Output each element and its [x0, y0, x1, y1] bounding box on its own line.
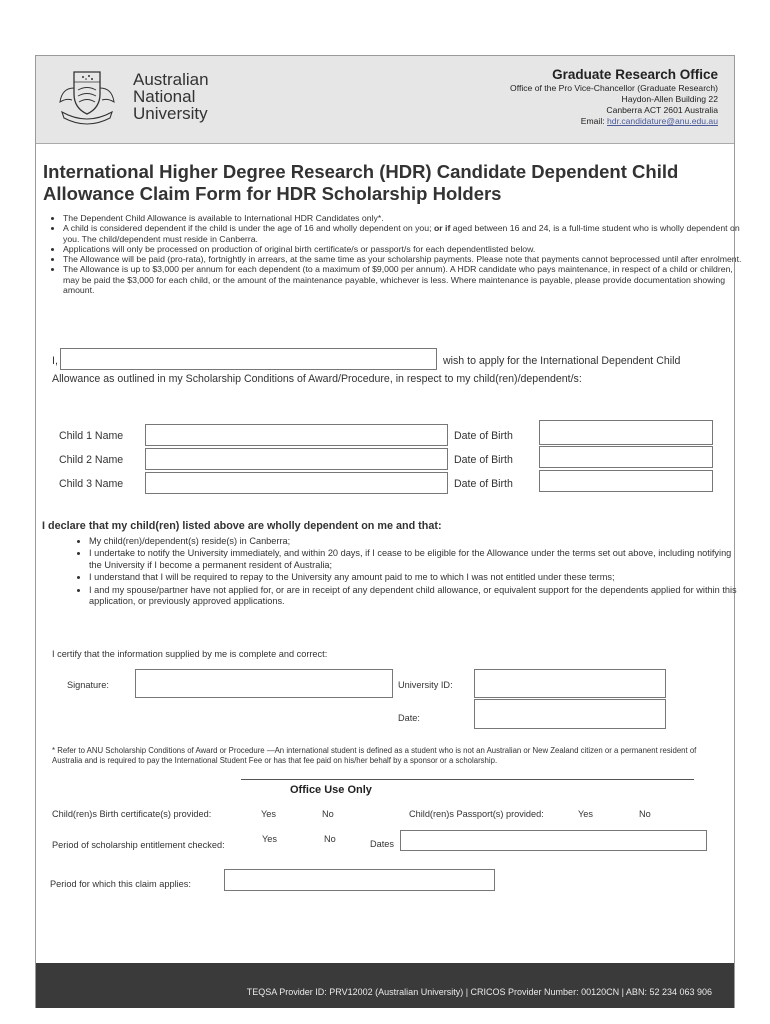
bullet-text: A child is considered dependent if the child is under the age of 16 and wholly dependent on you; — [63, 223, 434, 234]
declaration-heading: I declare that my child(ren) listed above are wholly dependent on me and that: — [42, 520, 442, 532]
claim-period-input[interactable] — [224, 869, 495, 891]
child-2-name-label: Child 2 Name — [59, 454, 124, 466]
apply-line-2: Allowance as outlined in my Scholarship Conditions of Award/Procedure, in respect to my child(ren)/dependent/s: — [52, 373, 582, 385]
applicant-name-input[interactable] — [60, 348, 437, 370]
declaration-item: • I and my spouse/partner have not applied for, or are in receipt of any dependent child allowance, or equivalent support for the dependents applied for within this application, or previously approved applications. — [89, 585, 744, 608]
passport-yes[interactable]: Yes — [578, 809, 593, 819]
date-label: Date: — [398, 713, 420, 723]
declaration-list — [70, 536, 744, 608]
anu-crest-icon — [56, 68, 118, 128]
info-bullet-list — [44, 213, 743, 295]
header-banner — [36, 56, 734, 144]
child-1-dob-label: Date of Birth — [454, 430, 513, 442]
birth-cert-label: Child(ren)s Birth certificate(s) provided: — [52, 809, 212, 819]
passport-no[interactable]: No — [639, 809, 651, 819]
email-label: Email: — [580, 116, 605, 126]
date-input[interactable] — [474, 699, 666, 729]
info-bullet: • The Dependent Child Allowance is available to International HDR Candidates only*. — [63, 213, 743, 223]
child-3-name-label: Child 3 Name — [59, 478, 124, 490]
child-3-dob-label: Date of Birth — [454, 478, 513, 490]
certify-statement: I certify that the information supplied by me is complete and correct: — [52, 649, 328, 659]
period-checked-yes[interactable]: Yes — [262, 834, 277, 844]
office-use-title: Office Use Only — [290, 784, 372, 796]
bullet-text-rest: aged between 16 and 24, is a full-time student who is wholly dependent on you. The child/dependent must reside in Canberra. — [63, 223, 740, 244]
declaration-item: • I undertake to notify the University immediately, and within 20 days, if I cease to be eligible for the Allowance under the terms set out above, including notifying the University if I become a permanent resident of Australia; — [89, 548, 744, 571]
info-bullet: • The Allowance is up to $3,000 per annum for each dependent (to a maximum of $9,000 per annum). A HDR candidate who pays maintenance, in respect of a child or children, may be paid the $3,000 for each child, or the amount of the maintenance payable, whichever is less. Where maintenance is payable, please provide documentation showing amount. — [63, 264, 743, 295]
office-line-2: Haydon-Allen Building 22 — [621, 94, 718, 104]
child-3-dob-input[interactable] — [539, 470, 713, 492]
apply-prefix: I, — [52, 355, 58, 367]
university-name-line-2: National — [133, 87, 196, 106]
office-line-3: Canberra ACT 2601 Australia — [606, 105, 718, 115]
form-title: International Higher Degree Research (HDR) Candidate Dependent Child Allowance Claim Form for HDR Scholarship Holders — [43, 161, 679, 204]
period-checked-label: Period of scholarship entitlement checked: — [52, 840, 225, 850]
period-checked-no[interactable]: No — [324, 834, 336, 844]
child-1-dob-input[interactable] — [539, 420, 713, 445]
university-name-line-1: Australian — [133, 70, 209, 89]
child-3-name-input[interactable] — [145, 472, 448, 494]
signature-input[interactable] — [135, 669, 393, 698]
university-id-label: University ID: — [398, 680, 453, 690]
claim-period-label: Period for which this claim applies: — [50, 879, 191, 889]
footnote: * Refer to ANU Scholarship Conditions of Award or Procedure —An international student is defined as a student who is not an Australian or New Zealand citizen or a permanent resident of Australia and is required to pay the International Student Fee or has that fee paid on his/her behalf by a sponsor or a scholarship. — [52, 746, 697, 765]
office-line-1: Office of the Pro Vice-Chancellor (Graduate Research) — [510, 83, 718, 93]
declaration-item: • I understand that I will be required to repay to the University any amount paid to me to which I was not entitled under these terms; — [89, 572, 744, 583]
office-title: Graduate Research Office — [552, 67, 718, 82]
child-2-name-input[interactable] — [145, 448, 448, 470]
footer-provider-info: TEQSA Provider ID: PRV12002 (Australian University) | CRICOS Provider Number: 00120CN | ABN: 52 234 063 906 — [246, 987, 712, 997]
divider — [241, 779, 694, 780]
office-email-line — [510, 116, 718, 127]
office-address-block — [510, 66, 718, 127]
apply-suffix: wish to apply for the International Dependent Child — [443, 355, 681, 367]
info-bullet — [63, 223, 743, 244]
child-2-dob-input[interactable] — [539, 446, 713, 468]
info-bullet: • Applications will only be processed on production of original birth certificate/s or passport/s for each dependentlisted below. — [63, 244, 743, 254]
form-page — [35, 55, 742, 1008]
university-name-line-3: University — [133, 104, 208, 123]
birth-cert-no[interactable]: No — [322, 809, 334, 819]
passport-label: Child(ren)s Passport(s) provided: — [409, 809, 544, 819]
birth-cert-yes[interactable]: Yes — [261, 809, 276, 819]
declaration-item: • My child(ren)/dependent(s) reside(s) in Canberra; — [89, 536, 744, 547]
footer-bar — [36, 963, 734, 1008]
university-id-input[interactable] — [474, 669, 666, 698]
dates-label: Dates — [370, 839, 395, 849]
dates-input[interactable] — [400, 830, 707, 851]
email-link[interactable]: hdr.candidature@anu.edu.au — [607, 116, 718, 126]
signature-label: Signature: — [67, 680, 109, 690]
child-2-dob-label: Date of Birth — [454, 454, 513, 466]
child-1-name-input[interactable] — [145, 424, 448, 446]
university-wordmark — [133, 71, 209, 122]
info-bullet: • The Allowance will be paid (pro-rata), fortnightly in arrears, at the same time as your scholarship payments. Please note that payments cannot beprocessed until after enrolment. — [63, 254, 743, 264]
child-1-name-label: Child 1 Name — [59, 430, 124, 442]
bullet-bold-text: or if — [433, 223, 451, 234]
